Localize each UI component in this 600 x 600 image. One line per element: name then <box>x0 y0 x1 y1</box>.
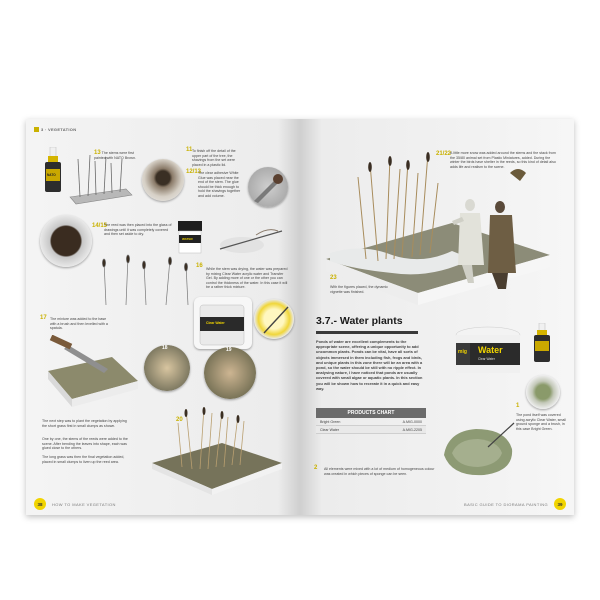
bottle-label: NATO <box>47 173 56 177</box>
step-16-caption: While the stem was drying, the water was prepared by mixing Clear Water acrylic water and Transfer Gel. By adding more of one or the other you can control the thickness of the water. In this case it will be a rather thick mixture. <box>206 267 288 290</box>
diorama-step-19-photo <box>204 347 256 399</box>
cutting-tool-photo <box>212 219 292 263</box>
tub-brand: mig <box>458 349 467 355</box>
reed-diorama-photo <box>142 403 292 497</box>
clear-water-tub-photo <box>194 297 252 349</box>
magazine-spread <box>26 119 574 515</box>
bright-green-bottle-photo <box>532 323 552 363</box>
products-chart-row: Bright Green A.MIG-0000 <box>316 418 426 426</box>
tub-subname: Clear Water <box>478 357 495 361</box>
step-1-caption: The pond itself was covered using acrylic Clear Water, small ground sponge and a brush, in this case Bright Green. <box>516 413 566 431</box>
title-underline <box>316 331 418 334</box>
small-jar-photo <box>176 219 204 255</box>
step-17-caption: The mixture was added to the base with a brush and then levelled with a spatula. <box>50 317 108 331</box>
step-number: 11 <box>186 147 193 153</box>
step-number: 18 <box>162 345 168 351</box>
page-number-right: 39 <box>554 498 566 510</box>
footer-left: HOW TO MAKE VEGETATION <box>52 502 116 507</box>
step-number: 2 <box>314 465 318 471</box>
intro-paragraph: Ponds of water are excellent complements to the appropriate scene, offering a unique opportunity to add uncommon plants. Ponds can be vital, have all sorts of objects immersed in them including fish, frogs and birds, and unique plants in this zone there will be an area with a pond, so the water should be still with no ripple effect. In analysing nature, I have noticed that ponds are usually covered with small algae or aquatic plants. In this section you will be shown how to recreate it in a quick and easy way. <box>316 339 423 391</box>
step-19-caption: One by one, the stems of the reeds were added to the scene. After bending the leaves into shape, each was glued close to the others. <box>42 437 128 451</box>
pond-sponge-photo <box>438 419 518 481</box>
tub-name: Water <box>478 345 503 355</box>
footer-right: BASIC GUIDE TO DIORAMA PAINTING <box>464 502 548 507</box>
step-11-caption: To finish off the detail of the upper part of the tree, the shavings from the set were placed in a plastic lid. <box>192 149 236 167</box>
step-number: 13 <box>94 150 101 156</box>
tub-label: Clear Water <box>206 321 225 325</box>
products-chart-row: Clear Water A.MIG-2205 <box>316 426 426 434</box>
glue-lid-circle-photo <box>142 159 184 201</box>
step-2-caption: All elements were mixed with a lot of medium of homogeneous colour was created in which pieces of sponge can be seen. <box>324 467 435 476</box>
paint-bottle-photo <box>42 147 64 193</box>
step-number: 23 <box>330 275 337 281</box>
step-number: 14/15 <box>92 223 108 229</box>
water-tub-photo <box>452 323 532 379</box>
jar-label: WATER <box>182 237 193 241</box>
powder-dish-photo <box>40 215 92 267</box>
step-number: 19 <box>226 347 232 353</box>
step-number: 20 <box>176 417 183 423</box>
step-18-caption: The next step was to plant the vegetation by applying the short grass first in small clumps as shown. <box>42 419 127 428</box>
step-number: 16 <box>196 263 203 269</box>
brush-mix-circle-photo <box>254 299 294 339</box>
step-number: 21/22 <box>436 151 452 157</box>
step-number: 1 <box>516 403 520 409</box>
step-23-caption: With the figures placed, the dynamic vignette was finished. <box>330 285 388 294</box>
step-number: 12/13 <box>186 169 202 175</box>
right-page <box>300 119 574 515</box>
diorama-step-18-photo <box>144 345 190 391</box>
step-12-caption: The clear adhesive White Glue was placed near the end of the stem. The glue should be thick enough to hold the shavings together and add volume. <box>198 171 241 198</box>
step-21-caption: A little more snow was added around the stems and the stack from the 35/80 animal set from Plastic Miniatures, added. During the winter the birds have shelter in the reeds, so this kind of detail also adds life and realism to the scene. <box>450 151 556 169</box>
products-chart-title: PRODUCTS CHART <box>316 408 426 418</box>
step-number: 17 <box>40 315 47 321</box>
products-chart <box>316 408 426 434</box>
base-spatula-photo <box>42 335 142 411</box>
section-title: 3.7.- Water plants <box>316 315 403 327</box>
tweezers-circle-photo <box>248 167 288 207</box>
page-number-left: 38 <box>34 498 46 510</box>
section-label: 3 · VEGETATION <box>34 127 76 132</box>
left-page <box>26 119 300 515</box>
step-20-caption: The long grass was then the final vegetation added, placed in small clumps to liven up the reed area. <box>42 455 125 464</box>
step-13-caption: 13 The stems were first painted with NATO Brown. <box>94 150 137 160</box>
green-sponge-circle-photo <box>526 375 560 409</box>
reed-stems-photo <box>96 251 206 307</box>
step-14-caption: The reed was then placed into the glass of drawings until it was completely covered and then set aside to dry. <box>104 223 172 237</box>
